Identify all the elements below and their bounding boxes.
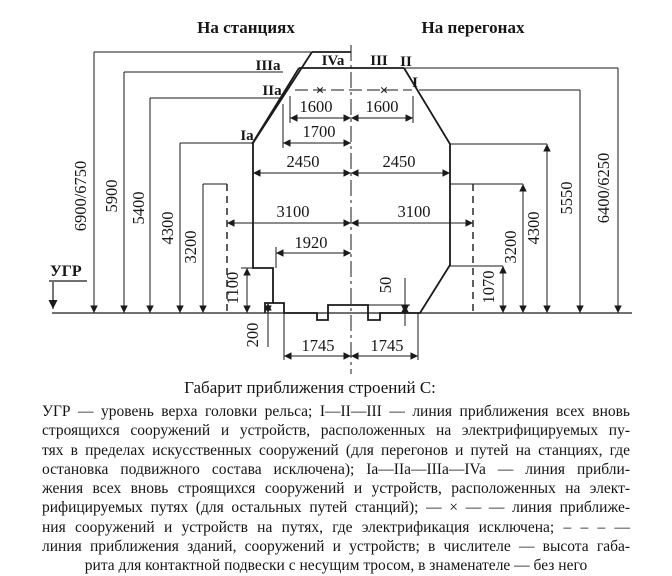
point-label-iva: IVa	[321, 53, 345, 69]
dim-3200-left: 3200	[181, 230, 200, 264]
caption-body	[42, 402, 630, 576]
caption-title: Габарит приближения строений С:	[184, 378, 436, 397]
x-line-mark-icon: ×	[315, 83, 325, 99]
dim-1100: 1100	[223, 271, 242, 305]
dim-2450-left: 2450	[286, 152, 320, 171]
caption-line: УГР — уровень верха головки рельса; I—II—III — линия приближения всех вновь	[42, 403, 630, 420]
level-and-extension-lines	[94, 52, 618, 360]
dim-1600-right: 1600	[365, 97, 399, 116]
dim-1600-left: 1600	[299, 97, 333, 116]
caption-line: жения всех вновь строящихся сооружений и устройств, расположенных на элект-	[42, 480, 630, 498]
dim-2450-right: 2450	[382, 152, 416, 171]
vertical-dimension-lines	[94, 52, 618, 347]
dim-1745-right: 1745	[370, 336, 404, 355]
horizontal-dimension-lines	[227, 118, 473, 356]
header-stations: На станциях	[197, 18, 295, 37]
dim-6400-6250: 6400/6250	[594, 152, 613, 224]
dim-1700: 1700	[302, 122, 336, 141]
dim-5550: 5550	[557, 181, 576, 215]
dim-3100-right: 3100	[397, 202, 431, 221]
caption-line: линия приближения зданий, сооружений и устройств; в числителе — высота габа-	[42, 538, 630, 556]
caption-line: строящихся сооружений и устройств, расположенных на электрифицируемых пу-	[42, 422, 630, 440]
dim-50: 50	[376, 276, 395, 294]
header-hauls: На перегонах	[421, 18, 525, 37]
caption-line: ния сооружений и устройств на путях, где электрификация исключена; – – – —	[42, 518, 630, 536]
caption-line: рита для контактной подвески с несущим тросом, в знаменателе — без него	[84, 557, 588, 575]
ugr-leader-arrow	[49, 281, 87, 309]
caption-line: остановка подвижного состава исключена); Ia—IIa—IIIa—IVa — линия прибли-	[42, 460, 630, 478]
point-label-iiia: IIIa	[255, 58, 281, 74]
x-line-mark-icon: ×	[379, 83, 389, 99]
ugr-label: УГР	[50, 263, 82, 280]
dim-1745-left: 1745	[301, 336, 335, 355]
dim-5900: 5900	[102, 179, 121, 213]
dim-4300-right: 4300	[524, 211, 543, 245]
point-label-ii: II	[400, 54, 412, 70]
caption-line: рифицируемых путях (для остальных путей станций); — × — — линия приближе-	[42, 499, 630, 517]
building-approach-dashed-lines	[227, 184, 473, 313]
dim-3100-left: 3100	[276, 202, 310, 221]
caption-line: тях в пределах искусственных сооружений (для перегонов и путей на станциях, где	[42, 441, 630, 459]
dim-1070: 1070	[479, 270, 498, 304]
dim-3200-right: 3200	[501, 230, 520, 264]
dim-200: 200	[243, 322, 262, 348]
dim-6900-6750: 6900/6750	[71, 160, 90, 232]
dim-4300-left: 4300	[158, 211, 177, 245]
point-label-ia: Ia	[240, 128, 254, 144]
point-label-i: I	[412, 75, 418, 91]
point-label-iii: III	[370, 53, 388, 69]
figure-caption	[42, 378, 630, 576]
dim-5400: 5400	[129, 191, 148, 225]
dim-1920: 1920	[294, 233, 328, 252]
point-label-iia: IIa	[262, 83, 282, 99]
